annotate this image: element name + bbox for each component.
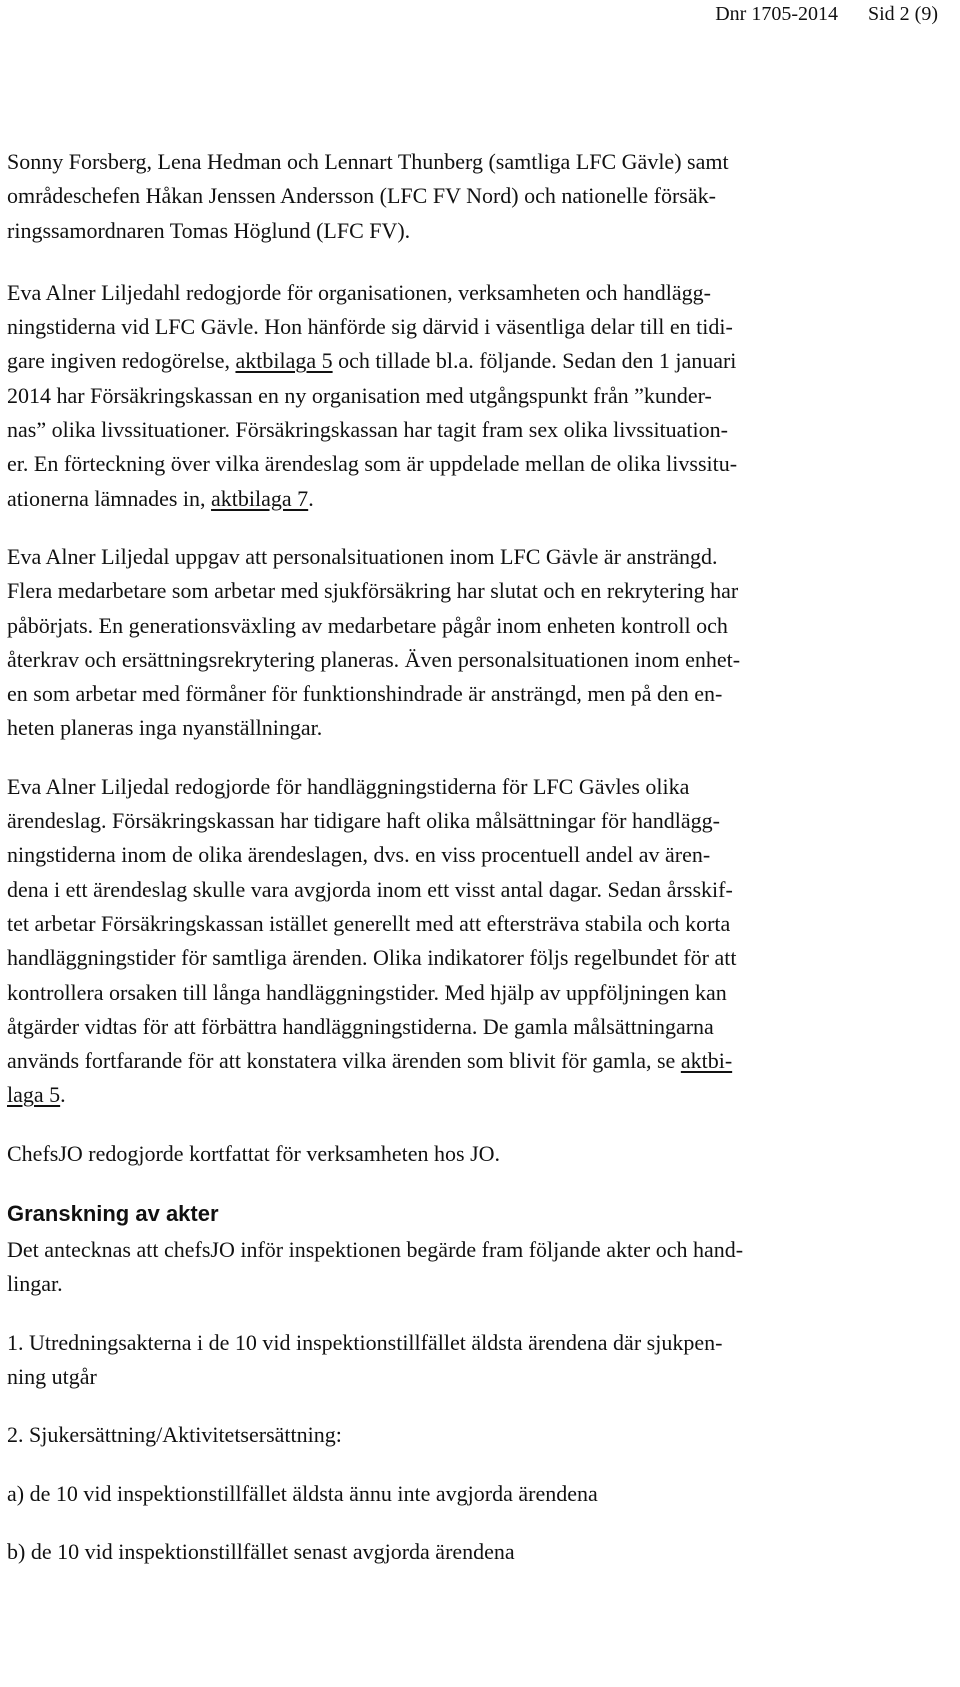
text-span: och tillade bl.a. följande. Sedan den 1 januari (332, 348, 737, 374)
text-line: lingar. (7, 1271, 63, 1297)
text-line: Eva Alner Liljedal uppgav att personalsituationen inom LFC Gävle är ansträngd. (7, 543, 718, 569)
list-item-1 (7, 1326, 952, 1395)
text-line: dena i ett ärendeslag skulle vara avgjorda inom ett visst antal dagar. Sedan årsskif- (7, 876, 733, 902)
list-item-2b (7, 1535, 952, 1569)
text-span: används fortfarande för att konstatera vilka ärenden som blivit för gamla, se (7, 1048, 681, 1074)
text-line: ningstiderna vid LFC Gävle. Hon hänförde sig därvid i väsentliga delar till en tidi- (7, 314, 733, 340)
list-item-2a (7, 1477, 952, 1511)
text-span: gare ingiven redogörelse, (7, 348, 236, 374)
attachment-link-5-part1[interactable]: aktbi- (680, 1048, 733, 1074)
text-line: ringssamordnaren Tomas Höglund (LFC FV). (7, 217, 411, 243)
text-line (7, 1078, 952, 1112)
text-line: Eva Alner Liljedahl redogjorde för organisationen, verksamheten och handlägg- (7, 279, 711, 305)
paragraph-organisation (7, 276, 952, 516)
document-body (7, 145, 952, 1569)
text-line: påbörjats. En generationsväxling av medarbetare pågår inom enheten kontroll och (7, 612, 728, 638)
text-line (7, 344, 952, 378)
text-line: 2. Sjukersättning/Aktivitetsersättning: (7, 1422, 342, 1448)
case-number: Dnr 1705-2014 (715, 3, 838, 25)
paragraph-staffing (7, 540, 952, 746)
page-number: Sid 2 (9) (868, 3, 938, 25)
text-line: 1. Utredningsakterna i de 10 vid inspektionstillfället äldsta ärendena där sjukpen- (7, 1329, 723, 1355)
text-line: heten planeras inga nyanställningar. (7, 715, 323, 741)
text-line: ningstiderna inom de olika ärendeslagen, dvs. en viss procentuell andel av ären- (7, 842, 711, 868)
text-line: åtgärder vidtas för att förbättra handläggningstiderna. De gamla målsättningarna (7, 1013, 714, 1039)
text-line: en som arbetar med förmåner för funktionshindrade är ansträngd, men på den en- (7, 681, 723, 707)
page-header (715, 0, 938, 28)
text-line: Sonny Forsberg, Lena Hedman och Lennart Thunberg (samtliga LFC Gävle) samt (7, 149, 729, 174)
text-line: handläggningstider för samtliga ärenden. Olika indikatorer följs regelbundet för att (7, 945, 737, 971)
list-item-2 (7, 1418, 952, 1452)
text-line: ChefsJO redogjorde kortfattat för verksamheten hos JO. (7, 1140, 501, 1166)
text-line: Flera medarbetare som arbetar med sjukförsäkring har slutat och en rekrytering har (7, 578, 739, 604)
attachment-link-5-part2[interactable]: laga 5 (7, 1082, 61, 1108)
text-line: kontrollera orsaken till långa handläggningstider. Med hjälp av uppföljningen kan (7, 979, 727, 1005)
text-line: ärendeslag. Försäkringskassan har tidigare haft olika målsättningar för handlägg- (7, 808, 720, 834)
attachment-link-7[interactable]: aktbilaga 7 (211, 485, 309, 511)
text-line: tet arbetar Försäkringskassan istället generellt med att eftersträva stabila och korta (7, 910, 731, 936)
text-line: ning utgår (7, 1363, 97, 1389)
text-line: Eva Alner Liljedal redogjorde för handläggningstiderna för LFC Gävles olika (7, 773, 690, 799)
text-line: Det antecknas att chefsJO inför inspektionen begärde fram följande akter och hand- (7, 1237, 744, 1263)
text-line: 2014 har Försäkringskassan en ny organisation med utgångspunkt från ”kunder- (7, 382, 712, 408)
text-line: områdeschefen Håkan Jenssen Andersson (LFC FV Nord) och nationelle försäk- (7, 183, 716, 209)
text-line: b) de 10 vid inspektionstillfället senast avgjorda ärendena (7, 1538, 515, 1564)
text-line: återkrav och ersättningsrekrytering planeras. Även personalsituationen inom enhet- (7, 646, 741, 672)
text-line: a) de 10 vid inspektionstillfället äldsta ännu inte avgjorda ärendena (7, 1480, 598, 1506)
text-span: . (60, 1082, 66, 1108)
paragraph-files-intro (7, 1233, 952, 1302)
paragraph-processing-times (7, 770, 952, 1113)
text-line (7, 482, 952, 516)
text-line (7, 1044, 952, 1078)
text-span: . (308, 485, 314, 511)
paragraph-participants (7, 145, 952, 248)
section-heading: Granskning av akter (7, 1201, 219, 1227)
paragraph-chefsjo (7, 1137, 952, 1171)
text-span: ationerna lämnades in, (7, 485, 212, 511)
text-line: er. En förteckning över vilka ärendeslag som är uppdelade mellan de olika livssitu- (7, 451, 738, 477)
attachment-link-5[interactable]: aktbilaga 5 (235, 348, 333, 374)
text-line: nas” olika livssituationer. Försäkringskassan har tagit fram sex olika livssituation- (7, 417, 728, 443)
